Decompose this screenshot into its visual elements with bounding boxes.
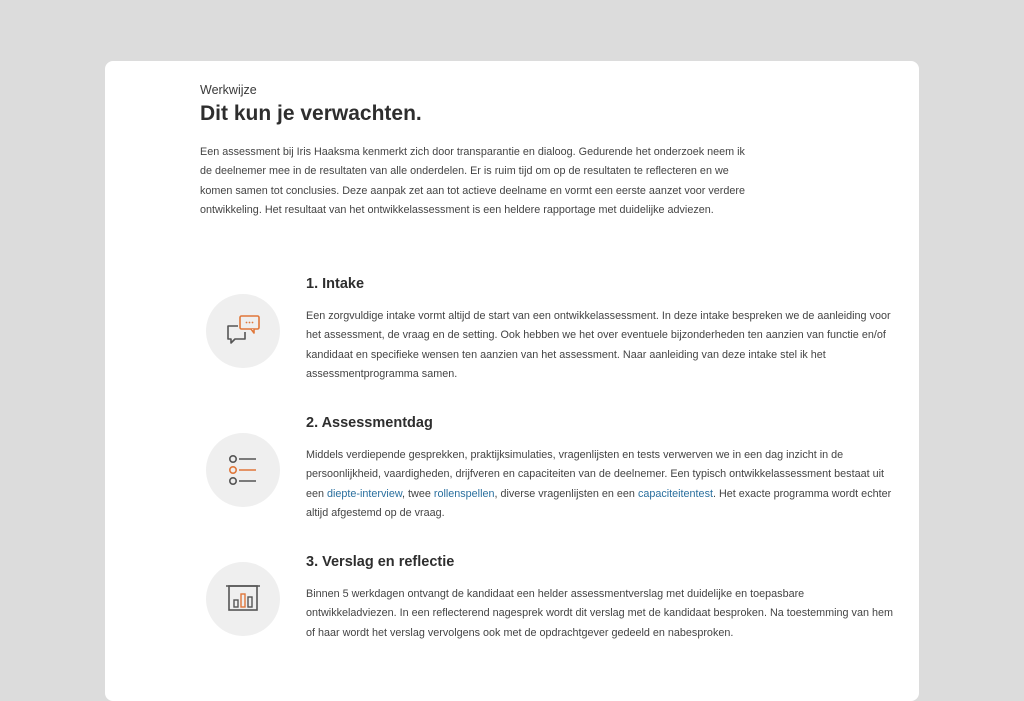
step-description: Binnen 5 werkdagen ontvangt de kandidaat een helder assessmentverslag met duidelijke en toepasbare ontwikkeladviezen. In een reflecterend nagesprek wordt dit verslag met de kandidaat besproken. Na toestemming van hem of haar wordt het verslag vervolgens ook met de opdrachtgever gedeeld en nabesproken. xyxy=(306,588,893,639)
step-title: 2. Assessmentdag xyxy=(306,415,433,431)
link-diepte-interview[interactable]: diepte-interview xyxy=(327,487,403,500)
link-capaciteitentest[interactable]: capaciteitentest xyxy=(637,487,713,500)
step-text-segment: Middels verdiepende gesprekken, praktijksimulaties, vragenlijsten en tests verwerven we in een dag inzicht in de persoonlijkheid, vaardigheden, drijfveren en capaciteiten van de deelnemer. Een typisch ontwikkelassessment bestaat uit een xyxy=(306,449,884,500)
section-intro: Een assessment bij Iris Haaksma kenmerkt zich door transparantie en dialoog. Gedurende het onderzoek neem ik de deelnemer mee in de resultaten van alle onderdelen. Er is ruim tijd om op de resultaten te reflecteren en we komen samen tot conclusies. Deze aanpak zet aan tot actieve deelname en vormt een eerste aanzet voor verdere ontwikkeling. Het resultaat van het ontwikkelassessment is een heldere rapportage met duidelijke adviezen. xyxy=(200,146,745,217)
step-description: Een zorgvuldige intake vormt altijd de start van een ontwikkelassessment. In deze intake bespreken we de aanleiding voor het assessment, de vraag en de setting. Ook hebben we het over eventuele bijzonderheden ten aanzien van functie en/of kandidaat en specifieke wensen ten aanzien van het assessment. Naar aanleiding van deze intake stel ik het assessmentprogramma samen. xyxy=(306,310,891,381)
bar-chart-board-icon xyxy=(223,579,263,619)
chat-bubbles-icon xyxy=(223,311,263,351)
section-eyebrow: Werkwijze xyxy=(200,83,257,97)
step-title: 1. Intake xyxy=(306,276,365,292)
step-title: 3. Verslag en reflectie xyxy=(306,554,455,570)
step-text-segment: , twee xyxy=(402,487,434,500)
step-icon-circle xyxy=(206,562,280,636)
section-title: Dit kun je verwachten. xyxy=(200,102,422,125)
list-options-icon xyxy=(223,450,263,490)
step-text-segment: , diverse vragenlijsten en een xyxy=(494,487,638,500)
step-icon-circle xyxy=(206,433,280,507)
content-card xyxy=(105,61,919,701)
step-description xyxy=(306,446,896,524)
step-icon-circle xyxy=(206,294,280,368)
step-text-segment: . Het exacte programma wordt echter altijd afgestemd op de vraag. xyxy=(306,487,892,520)
link-rollenspellen[interactable]: rollenspellen xyxy=(433,487,495,500)
